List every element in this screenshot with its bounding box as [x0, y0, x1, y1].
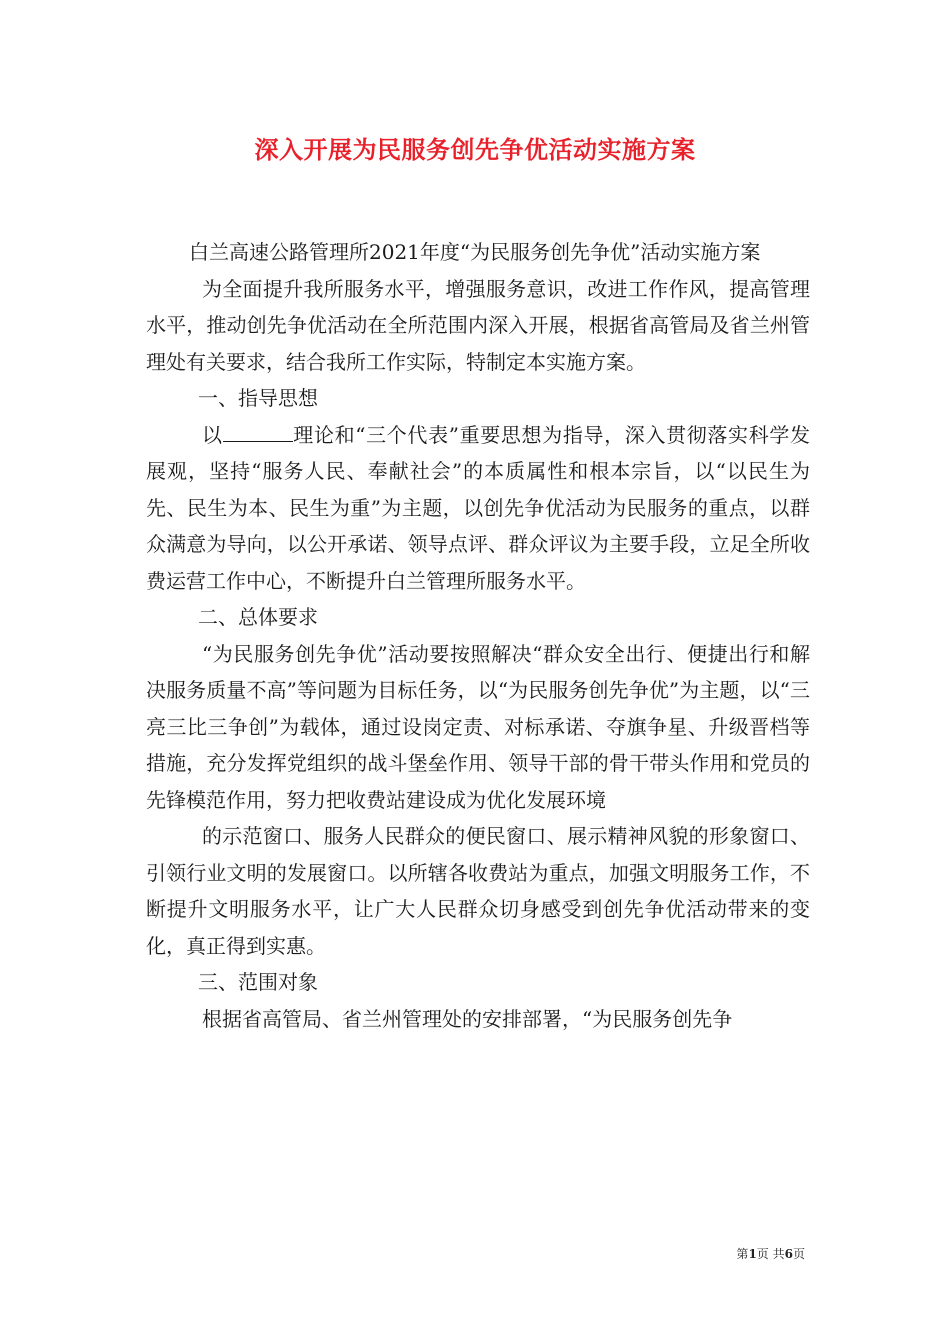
paragraph-guiding-ideology-prefix: 以	[202, 422, 223, 447]
paragraph-guiding-ideology	[146, 417, 810, 600]
total-page-count: 6	[784, 1247, 793, 1261]
footer-prefix: 第	[736, 1247, 749, 1261]
paragraph-guiding-ideology-text: 理论和“三个代表”重要思想为指导，深入贯彻落实科学发展观，坚持“服务人民、奉献社会”的本质属性和根本宗旨，以“以民生为先、民生为本、民生为重”为主题，以创先争优活动为民服务的重点，以群众满意为导向，以公开承诺、领导点评、群众评议为主要手段，立足全所收费运营工作中心，不断提升白兰管理所服务水平。	[146, 422, 811, 593]
section-heading-overall-requirements: 二、总体要求	[198, 605, 318, 629]
current-page-number: 1	[748, 1247, 757, 1261]
paragraph-overall-requirements-continued: 的示范窗口、服务人民群众的便民窗口、展示精神风貌的形象窗口、引领行业文明的发展窗口。以所辖各收费站为重点，加强文明服务工作，不断提升文明服务水平，让广大人民群众切身感受到创先争优活动带来的变化，真正得到实惠。	[146, 824, 810, 958]
section-heading-scope: 三、范围对象	[198, 970, 318, 994]
paragraph-plan-name: 白兰高速公路管理所2021年度“为民服务创先争优”活动实施方案	[189, 240, 761, 264]
footer-middle: 页 共	[756, 1247, 785, 1261]
section-heading-guiding-ideology: 一、指导思想	[198, 386, 318, 410]
paragraph-overall-requirements: “为民服务创先争优”活动要按照解决“群众安全出行、便捷出行和解决服务质量不高”等问题为目标任务，以“为民服务创先争优”为主题，以“三亮三比三争创”为载体，通过设岗定责、对标承诺、夺旗争星、升级晋档等措施，充分发挥党组织的战斗堡垒作用、领导干部的骨干带头作用和党员的先锋模范作用，努力把收费站建设成为优化发展环境	[146, 641, 810, 812]
page-number-footer	[736, 1245, 805, 1262]
document-body	[146, 234, 810, 1037]
document-title: 深入开展为民服务创先争优活动实施方案	[254, 135, 696, 164]
paragraph-scope: 根据省高管局、省兰州管理处的安排部署，“为民服务创先争	[202, 1006, 733, 1031]
paragraph-intro: 为全面提升我所服务水平，增强服务意识，改进工作作风，提高管理水平，推动创先争优活动在全所范围内深入开展，根据省高管局及省兰州管理处有关要求，结合我所工作实际，特制定本实施方案。	[146, 276, 810, 374]
footer-suffix: 页	[792, 1247, 805, 1261]
fill-in-blank	[223, 425, 293, 442]
